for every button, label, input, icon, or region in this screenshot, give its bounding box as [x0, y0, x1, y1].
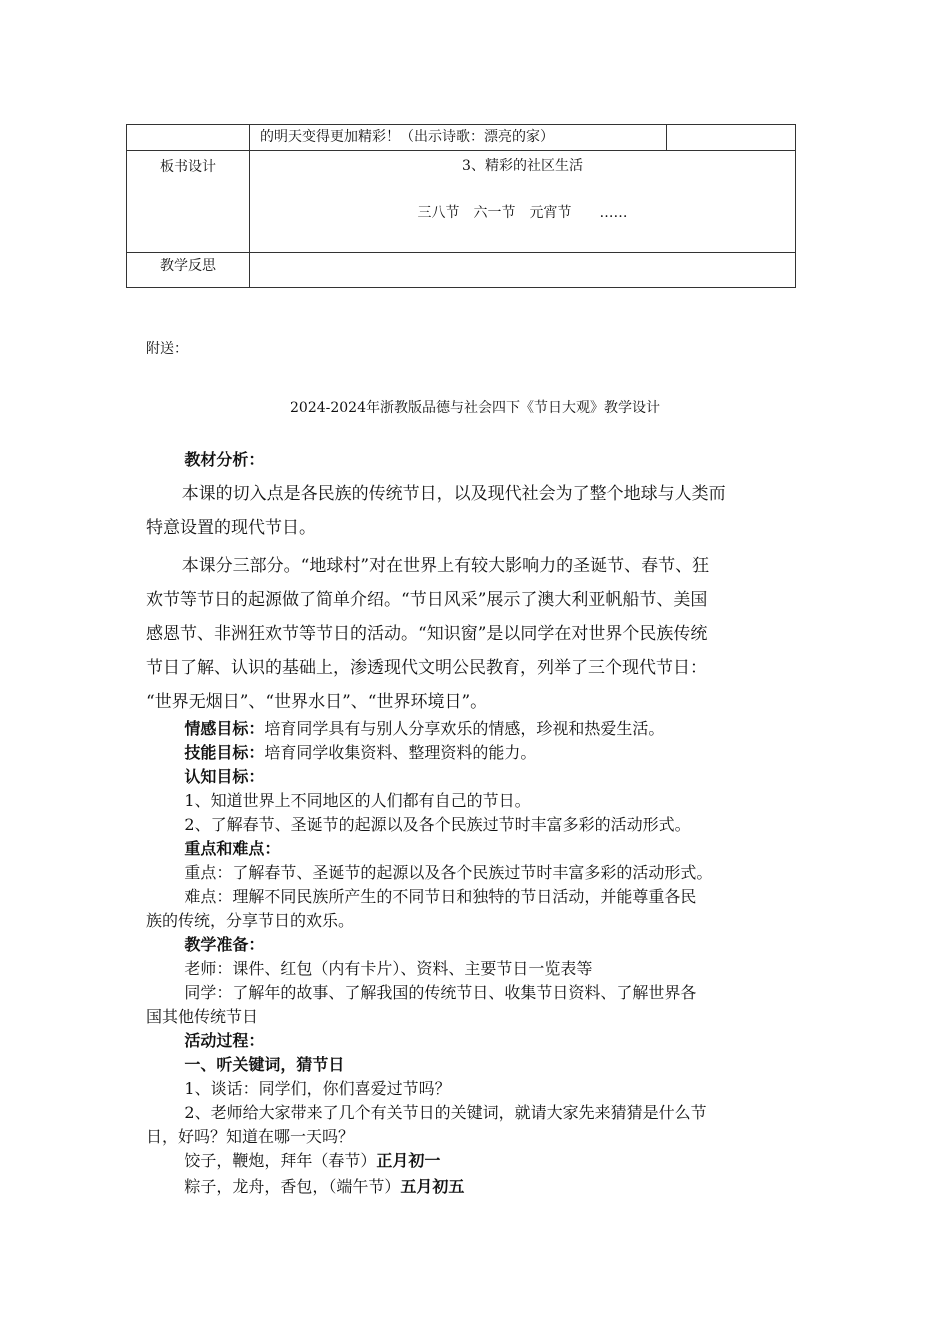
student-preparation-line: 国其他传统节日 [146, 1007, 259, 1026]
skill-goal-label: 技能目标： [184, 743, 265, 762]
table-row [127, 125, 796, 151]
board-design-content [250, 151, 796, 253]
key-point: 重点：了解春节、圣诞节的起源以及各个民族过节时丰富多彩的活动形式。 [184, 863, 713, 882]
analysis-paragraph-line: 节日了解、认识的基础上，渗透现代文明公民教育，列举了三个现代节日： [146, 658, 707, 678]
clue-text: 饺子，鞭炮，拜年（春节） [184, 1151, 377, 1170]
table-row [127, 253, 796, 288]
table-cell-content: 的明天变得更加精彩！（出示诗歌：漂亮的家） [250, 125, 667, 151]
analysis-paragraph-line: 感恩节、非洲狂欢节等节日的活动。“知识窗”是以同学在对世界个民族传统 [146, 624, 708, 644]
process-item-line: 日，好吗？知道在哪一天吗？ [146, 1127, 355, 1146]
lesson-table [126, 124, 796, 288]
analysis-paragraph-line: 欢节等节日的起源做了简单介绍。“节日风采”展示了澳大利亚帆船节、美国 [146, 590, 708, 610]
teacher-preparation: 老师：课件、红包（内有卡片）、资料、主要节日一览表等 [184, 959, 593, 978]
analysis-paragraph-line: “世界无烟日”、“世界水日”、“世界环境日”。 [146, 692, 488, 712]
board-items: 三八节 六一节 元宵节 …… [417, 205, 628, 221]
process-heading: 活动过程： [184, 1031, 265, 1050]
document-title: 2024-2024年浙教版品德与社会四下《节日大观》教学设计 [290, 400, 660, 416]
festival-clue [146, 1149, 806, 1173]
process-item: 1、谈话：同学们，你们喜爱过节吗？ [184, 1079, 451, 1098]
process-section-heading: 一、听关键词，猜节日 [184, 1055, 345, 1074]
process-item-line: 2、老师给大家带来了几个有关节日的关键词，就请大家先来猜猜是什么节 [184, 1103, 707, 1122]
board-title: 3、精彩的社区生活 [462, 158, 583, 174]
table-row [127, 151, 796, 253]
cognition-heading: 认知目标： [184, 767, 265, 786]
hard-point-line: 族的传统，分享节日的欢乐。 [146, 911, 355, 930]
analysis-paragraph-line: 特意设置的现代节日。 [146, 518, 316, 538]
clue-date: 正月初一 [376, 1151, 441, 1170]
reflection-label: 教学反思 [127, 253, 250, 288]
cognition-item: 2、了解春节、圣诞节的起源以及各个民族过节时丰富多彩的活动形式。 [184, 815, 691, 834]
clue-text: 粽子，龙舟，香包，（端午节） [184, 1177, 401, 1196]
key-points-heading: 重点和难点： [184, 839, 281, 858]
analysis-heading: 教材分析： [184, 450, 265, 469]
appendix-label: 附送： [146, 341, 188, 357]
emotion-goal-text: 培育同学具有与别人分享欢乐的情感，珍视和热爱生活。 [264, 719, 665, 738]
festival-clue [146, 1175, 806, 1199]
emotion-goal-label: 情感目标： [184, 719, 265, 738]
student-preparation-line: 同学：了解年的故事、了解我国的传统节日、收集节日资料、了解世界各 [184, 983, 697, 1002]
table-cell-empty [667, 125, 796, 151]
reflection-content [250, 253, 796, 288]
skill-goal [146, 741, 806, 765]
preparation-heading: 教学准备： [184, 935, 265, 954]
clue-date: 五月初五 [400, 1177, 465, 1196]
document-body [146, 448, 806, 1199]
table-cell-empty [127, 125, 250, 151]
board-design-label: 板书设计 [127, 151, 250, 253]
emotion-goal [146, 717, 806, 741]
cognition-item: 1、知道世界上不同地区的人们都有自己的节日。 [184, 791, 531, 810]
analysis-paragraph-line: 本课分三部分。“地球村”对在世界上有较大影响力的圣诞节、春节、狂 [181, 556, 710, 576]
skill-goal-text: 培育同学收集资料、整理资料的能力。 [264, 743, 537, 762]
analysis-paragraph-line: 本课的切入点是各民族的传统节日，以及现代社会为了整个地球与人类而 [181, 484, 726, 504]
hard-point-line: 难点：理解不同民族所产生的不同节日和独特的节日活动，并能尊重各民 [184, 887, 697, 906]
